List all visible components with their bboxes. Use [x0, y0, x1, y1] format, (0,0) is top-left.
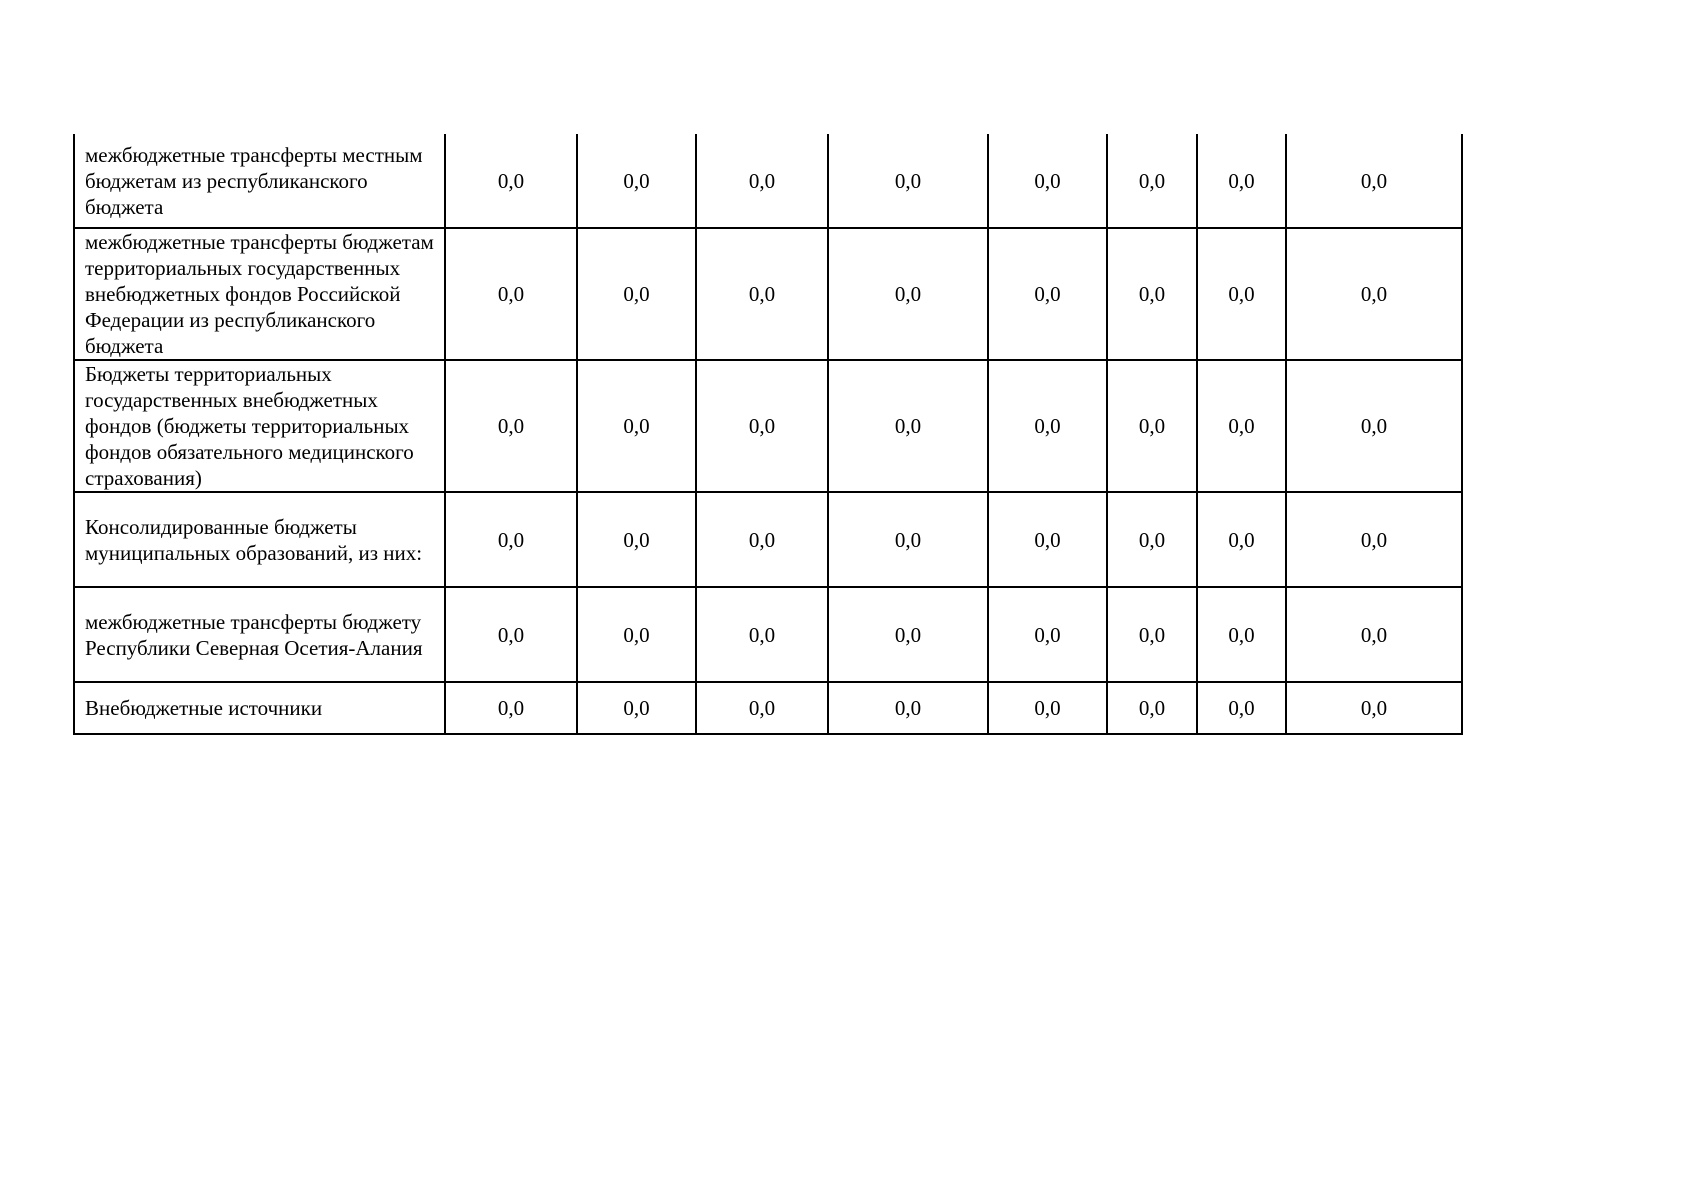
table-cell: 0,0	[445, 360, 577, 492]
table-row	[74, 492, 1462, 587]
table-cell: 0,0	[445, 587, 577, 682]
budget-table	[73, 134, 1463, 735]
table-cell: 0,0	[828, 360, 988, 492]
table-cell: 0,0	[696, 228, 828, 360]
row-label: межбюджетные трансферты бюджетам территориальных государственных внебюджетных фондов Российской Федерации из республиканского бюджета	[74, 228, 445, 360]
table-cell: 0,0	[828, 228, 988, 360]
table-row	[74, 228, 1462, 360]
table-cell: 0,0	[1107, 587, 1197, 682]
table-cell: 0,0	[828, 682, 988, 734]
row-label: Бюджеты территориальных государственных внебюджетных фондов (бюджеты территориальных фондов обязательного медицинского страхования)	[74, 360, 445, 492]
table-cell: 0,0	[1107, 492, 1197, 587]
table-cell: 0,0	[988, 682, 1107, 734]
table-cell: 0,0	[577, 134, 696, 228]
budget-table-container	[73, 134, 1463, 735]
table-cell: 0,0	[577, 360, 696, 492]
table-cell: 0,0	[988, 492, 1107, 587]
table-cell: 0,0	[577, 228, 696, 360]
table-cell: 0,0	[577, 682, 696, 734]
table-cell: 0,0	[445, 682, 577, 734]
table-cell: 0,0	[696, 360, 828, 492]
table-cell: 0,0	[1197, 228, 1286, 360]
table-cell: 0,0	[1286, 587, 1462, 682]
table-cell: 0,0	[696, 682, 828, 734]
table-cell: 0,0	[445, 134, 577, 228]
row-label: Внебюджетные источники	[74, 682, 445, 734]
table-cell: 0,0	[696, 587, 828, 682]
table-cell: 0,0	[696, 134, 828, 228]
table-cell: 0,0	[1286, 492, 1462, 587]
table-row	[74, 682, 1462, 734]
table-row	[74, 134, 1462, 228]
table-row	[74, 587, 1462, 682]
table-cell: 0,0	[1107, 682, 1197, 734]
table-cell: 0,0	[696, 492, 828, 587]
table-cell: 0,0	[577, 587, 696, 682]
table-cell: 0,0	[1197, 587, 1286, 682]
table-cell: 0,0	[1107, 228, 1197, 360]
row-label: Консолидированные бюджеты муниципальных образований, из них:	[74, 492, 445, 587]
table-cell: 0,0	[445, 492, 577, 587]
row-label: межбюджетные трансферты бюджету Республики Северная Осетия-Алания	[74, 587, 445, 682]
table-cell: 0,0	[828, 134, 988, 228]
table-row	[74, 360, 1462, 492]
table-cell: 0,0	[1107, 134, 1197, 228]
table-cell: 0,0	[1286, 134, 1462, 228]
table-cell: 0,0	[988, 587, 1107, 682]
table-cell: 0,0	[445, 228, 577, 360]
table-cell: 0,0	[1286, 682, 1462, 734]
row-label: межбюджетные трансферты местным бюджетам из республиканского бюджета	[74, 134, 445, 228]
table-cell: 0,0	[988, 134, 1107, 228]
table-cell: 0,0	[1197, 134, 1286, 228]
table-cell: 0,0	[1107, 360, 1197, 492]
table-cell: 0,0	[577, 492, 696, 587]
table-cell: 0,0	[1197, 492, 1286, 587]
table-cell: 0,0	[1197, 682, 1286, 734]
table-cell: 0,0	[1286, 360, 1462, 492]
table-cell: 0,0	[1286, 228, 1462, 360]
table-cell: 0,0	[1197, 360, 1286, 492]
table-cell: 0,0	[828, 492, 988, 587]
table-cell: 0,0	[828, 587, 988, 682]
table-cell: 0,0	[988, 228, 1107, 360]
table-cell: 0,0	[988, 360, 1107, 492]
